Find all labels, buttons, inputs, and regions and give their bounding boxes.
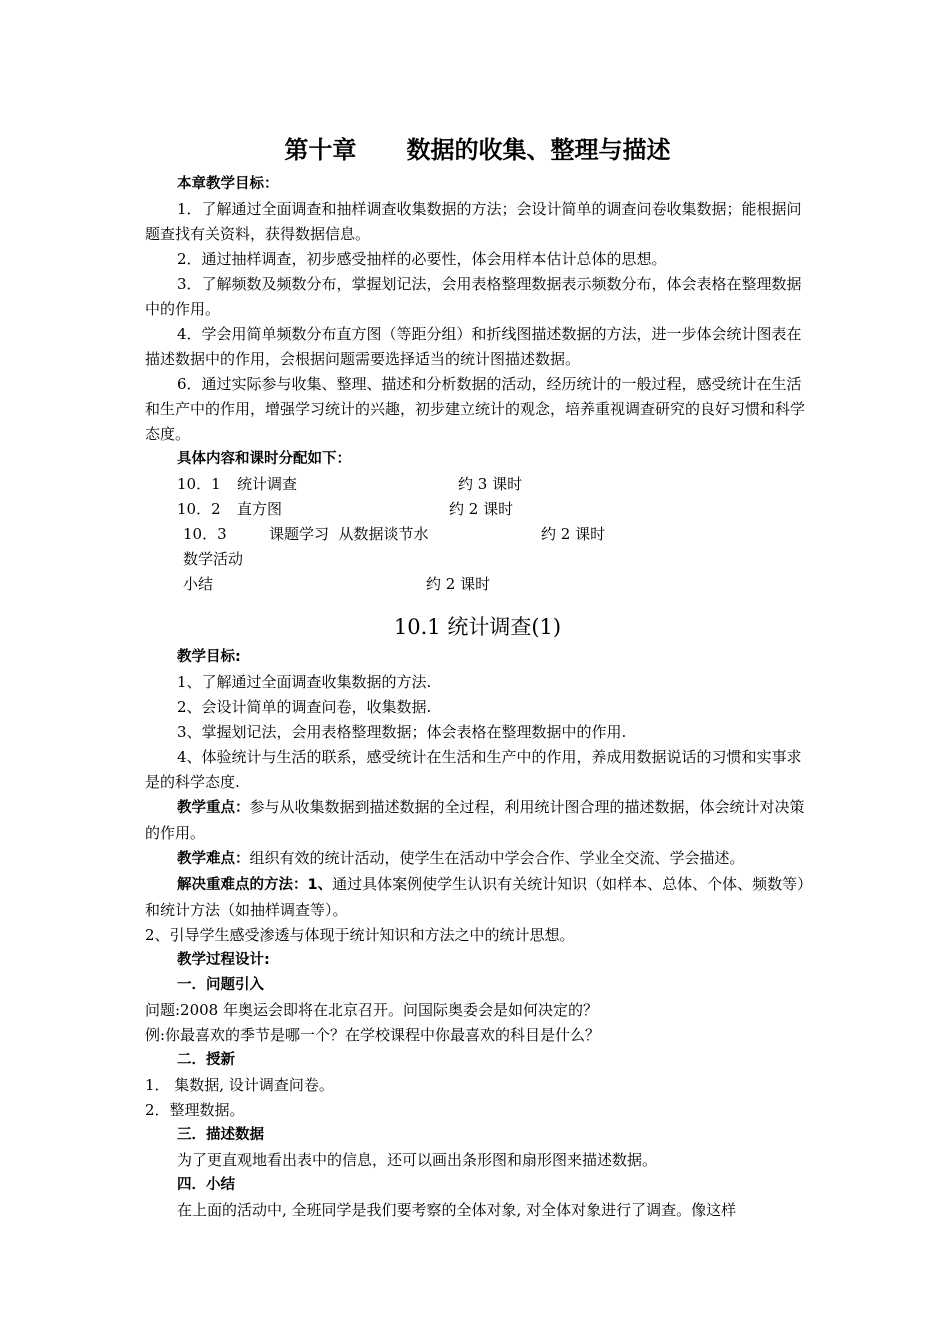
schedule-num: 10．3	[183, 525, 227, 543]
step2-heading: 二．授新	[177, 1052, 235, 1068]
schedule-name: 直方图	[237, 500, 283, 518]
method-text: 通过具体案例使学生认识有关统计知识（如样本、总体、个体、频数等）和统计方法（如抽样调查等）。	[145, 875, 805, 919]
step2-line: 2．整理数据。	[145, 1101, 245, 1119]
difficulty-label: 教学难点：	[177, 851, 250, 867]
schedule-row	[145, 497, 810, 522]
schedule-name: 小结	[183, 575, 214, 593]
chapter-title: 第十章 数据的收集、整理与描述	[284, 136, 671, 164]
schedule-row	[145, 572, 810, 597]
method-item-2: 2、引导学生感受渗透与体现于统计知识和方法之中的统计思想。	[145, 926, 575, 944]
document-content	[145, 132, 810, 1223]
goal-item: 1．了解通过全面调查和抽样调查收集数据的方法；会设计简单的调查问卷收集数据；能根据问题查找有关资料，获得数据信息。	[145, 200, 802, 243]
teaching-goal-item: 2、会设计简单的调查问卷，收集数据.	[177, 698, 432, 716]
method	[145, 872, 810, 923]
teaching-goals-heading: 教学目标:	[177, 649, 241, 665]
key-point-label: 教学重点：	[177, 800, 250, 816]
key-point	[145, 795, 810, 846]
step3-heading: 三．描述数据	[177, 1127, 264, 1143]
key-point-text: 参与从收集数据到描述数据的全过程，利用统计图合理的描述数据，体会统计对决策的作用。	[145, 798, 805, 842]
schedule-hours: 约 2 课时	[541, 525, 606, 543]
step1-line: 例:你最喜欢的季节是哪一个？在学校课程中你最喜欢的科目是什么？	[145, 1026, 601, 1044]
goals-heading: 本章教学目标：	[177, 176, 279, 192]
schedule-row	[145, 472, 810, 497]
goal-item: 3．了解频数及频数分布，掌握划记法，会用表格整理数据表示频数分布，体会表格在整理数据中的作用。	[145, 275, 802, 318]
schedule-name: 统计调查	[237, 475, 298, 493]
schedule-hours: 约 2 课时	[449, 500, 514, 518]
step3-text: 为了更直观地看出表中的信息，还可以画出条形图和扇形图来描述数据。	[177, 1151, 658, 1169]
schedule-row	[145, 547, 810, 572]
goal-item: 6．通过实际参与收集、整理、描述和分析数据的活动，经历统计的一般过程，感受统计在生活和生产中的作用，增强学习统计的兴趣，初步建立统计的观念，培养重视调查研究的良好习惯和科学态度。	[145, 375, 806, 443]
process-heading: 教学过程设计:	[177, 952, 270, 968]
step4-text: 在上面的活动中, 全班同学是我们要考察的全体对象, 对全体对象进行了调查。像这样	[177, 1201, 737, 1219]
schedule-hours: 约 2 课时	[426, 575, 491, 593]
schedule-num: 10．1	[177, 475, 221, 493]
step1-heading: 一．问题引入	[177, 977, 264, 993]
schedule-heading: 具体内容和课时分配如下：	[177, 451, 351, 467]
teaching-goal-item: 1、了解通过全面调查收集数据的方法.	[177, 673, 432, 691]
section-title: 10.1 统计调查(1)	[393, 615, 562, 639]
step4-heading: 四．小结	[177, 1177, 235, 1193]
schedule-row	[145, 522, 810, 547]
step2-line: 1． 集数据, 设计调查问卷。	[145, 1076, 334, 1094]
schedule-name: 课题学习 从数据谈节水	[269, 525, 429, 543]
step1-line: 问题:2008 年奥运会即将在北京召开。问国际奥委会是如何决定的？	[145, 1001, 598, 1019]
teaching-goal-item: 3、掌握划记法，会用表格整理数据；体会表格在整理数据中的作用.	[177, 723, 627, 741]
goal-item: 2．通过抽样调查，初步感受抽样的必要性，体会用样本估计总体的思想。	[177, 250, 667, 268]
difficulty	[145, 846, 810, 872]
method-label: 解决重难点的方法：1、	[177, 877, 333, 893]
schedule-num: 10．2	[177, 500, 221, 518]
goal-item: 4．学会用简单频数分布直方图（等距分组）和折线图描述数据的方法，进一步体会统计图表在描述数据中的作用，会根据问题需要选择适当的统计图描述数据。	[145, 325, 802, 368]
teaching-goal-item: 4、体验统计与生活的联系，感受统计在生活和生产中的作用，养成用数据说话的习惯和实事求是的科学态度.	[145, 748, 802, 791]
difficulty-text: 组织有效的统计活动，使学生在活动中学会合作、学业全交流、学会描述。	[249, 849, 745, 867]
schedule-hours: 约 3 课时	[458, 475, 523, 493]
schedule-name: 数学活动	[183, 550, 244, 568]
